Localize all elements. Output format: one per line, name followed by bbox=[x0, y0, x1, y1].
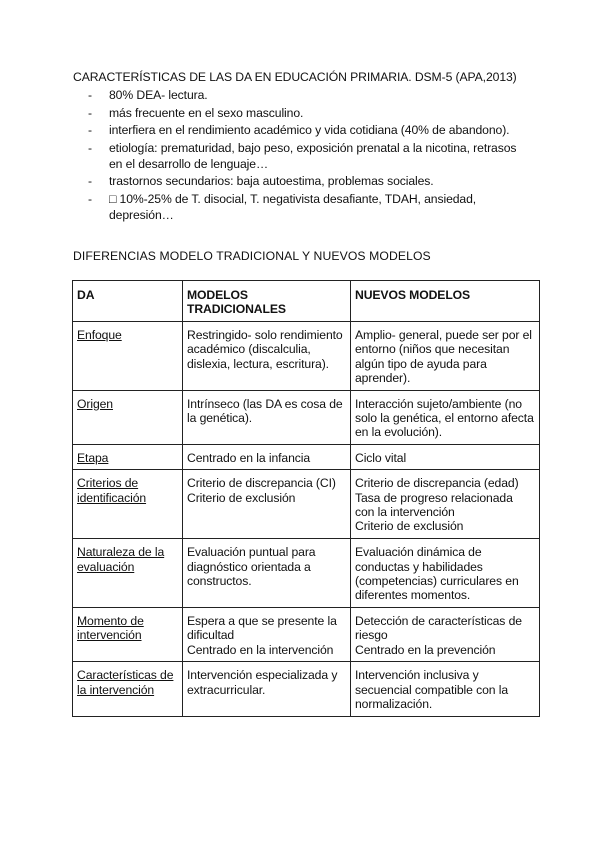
new-models-cell bbox=[351, 390, 540, 444]
cell-text: Ciclo vital bbox=[355, 450, 407, 465]
cell-text: Espera a que se presente la dificultad bbox=[187, 613, 337, 643]
header-new-models: NUEVOS MODELOS bbox=[351, 281, 540, 322]
list-item bbox=[88, 191, 528, 223]
section-heading-differences: DIFERENCIAS MODELO TRADICIONAL Y NUEVOS MODELOS bbox=[73, 249, 431, 263]
table-row bbox=[73, 444, 540, 469]
traditional-cell bbox=[183, 470, 351, 539]
section-heading-characteristics: CARACTERÍSTICAS DE LAS DA EN EDUCACIÓN PRIMARIA. DSM-5 (APA,2013) bbox=[73, 70, 517, 84]
table-header-row bbox=[73, 281, 540, 322]
table-row bbox=[73, 662, 540, 717]
new-models-cell bbox=[351, 322, 540, 391]
list-item-text: interfiera en el rendimiento académico y vida cotidiana (40% de abandono). bbox=[109, 123, 510, 137]
table-row bbox=[73, 390, 540, 444]
cell-text: Criterio de exclusión bbox=[187, 490, 296, 505]
bullet-dash: - bbox=[88, 140, 92, 155]
new-models-cell bbox=[351, 607, 540, 661]
list-item-text: más frecuente en el sexo masculino. bbox=[109, 105, 304, 120]
row-label: Origen bbox=[73, 390, 183, 444]
traditional-cell bbox=[183, 607, 351, 661]
table-row bbox=[73, 539, 540, 608]
cell-text: Detección de características de riesgo bbox=[355, 613, 522, 643]
row-label: Etapa bbox=[73, 444, 183, 469]
new-models-cell bbox=[351, 470, 540, 539]
row-label: Características de la intervención bbox=[73, 662, 183, 717]
table-row bbox=[73, 607, 540, 661]
cell-text: Centrado en la infancia bbox=[187, 450, 311, 465]
cell-text: Interacción sujeto/ambiente (no solo la genética, el entorno afecta en la evolución). bbox=[355, 396, 534, 440]
table-row bbox=[73, 470, 540, 539]
cell-text: Centrado en la intervención bbox=[187, 642, 334, 657]
list-item bbox=[88, 122, 528, 138]
header-da: DA bbox=[73, 281, 183, 322]
bullet-dash: - bbox=[88, 174, 92, 189]
cell-text: Centrado en la prevención bbox=[355, 642, 496, 657]
cell-text: Evaluación puntual para diagnóstico orientada a constructos. bbox=[187, 545, 316, 589]
new-models-cell bbox=[351, 444, 540, 469]
bullet-dash: - bbox=[88, 123, 92, 137]
list-item bbox=[88, 173, 528, 189]
bullet-dash: - bbox=[88, 105, 92, 120]
list-item bbox=[88, 105, 528, 121]
list-item-text: trastornos secundarios: baja autoestima, problemas sociales. bbox=[109, 174, 434, 189]
cell-text: Criterio de discrepancia (edad) bbox=[355, 476, 519, 491]
cell-text: Intervención especializada y extracurricular. bbox=[187, 668, 338, 697]
new-models-cell bbox=[351, 662, 540, 717]
row-label: Momento de intervención bbox=[73, 607, 183, 661]
list-item bbox=[88, 87, 528, 103]
traditional-cell bbox=[183, 539, 351, 608]
comparison-table bbox=[72, 280, 540, 717]
characteristics-list bbox=[88, 87, 528, 224]
cell-text: Intrínseco (las DA es cosa de la genética). bbox=[187, 396, 343, 426]
cell-text: Criterio de discrepancia (CI) bbox=[187, 476, 336, 491]
list-item-text: 80% DEA- lectura. bbox=[109, 88, 208, 102]
cell-text: Criterio de exclusión bbox=[355, 519, 464, 534]
row-label: Criterios de identificación bbox=[73, 470, 183, 539]
row-label: Naturaleza de la evaluación bbox=[73, 539, 183, 608]
new-models-cell bbox=[351, 539, 540, 608]
list-item-text: □ 10%-25% de T. disocial, T. negativista desafiante, TDAH, ansiedad, depresión… bbox=[109, 191, 477, 222]
table-row bbox=[73, 322, 540, 391]
row-label: Enfoque bbox=[73, 322, 183, 391]
list-item bbox=[88, 140, 528, 172]
cell-text: Restringido- solo rendimiento académico (discalculia, dislexia, lectura, escritura). bbox=[187, 328, 343, 371]
cell-text: Amplio- general, puede ser por el entorno (niños que necesitan algún tipo de ayuda para aprender). bbox=[355, 328, 532, 386]
bullet-dash: - bbox=[88, 88, 92, 102]
header-traditional-models: MODELOS TRADICIONALES bbox=[183, 281, 351, 322]
traditional-cell bbox=[183, 390, 351, 444]
cell-text: Intervención inclusiva y secuencial compatible con la normalización. bbox=[355, 668, 509, 711]
traditional-cell bbox=[183, 444, 351, 469]
traditional-cell bbox=[183, 322, 351, 391]
traditional-cell bbox=[183, 662, 351, 717]
list-item-text: etiología: prematuridad, bajo peso, exposición prenatal a la nicotina, retrasos en el desarrollo de lenguaje… bbox=[109, 140, 517, 171]
cell-text: Evaluación dinámica de conductas y habilidades (competencias) curriculares en diferentes momentos. bbox=[355, 545, 519, 603]
cell-text: Tasa de progreso relacionada con la intervención bbox=[355, 490, 513, 520]
bullet-dash: - bbox=[88, 191, 92, 206]
